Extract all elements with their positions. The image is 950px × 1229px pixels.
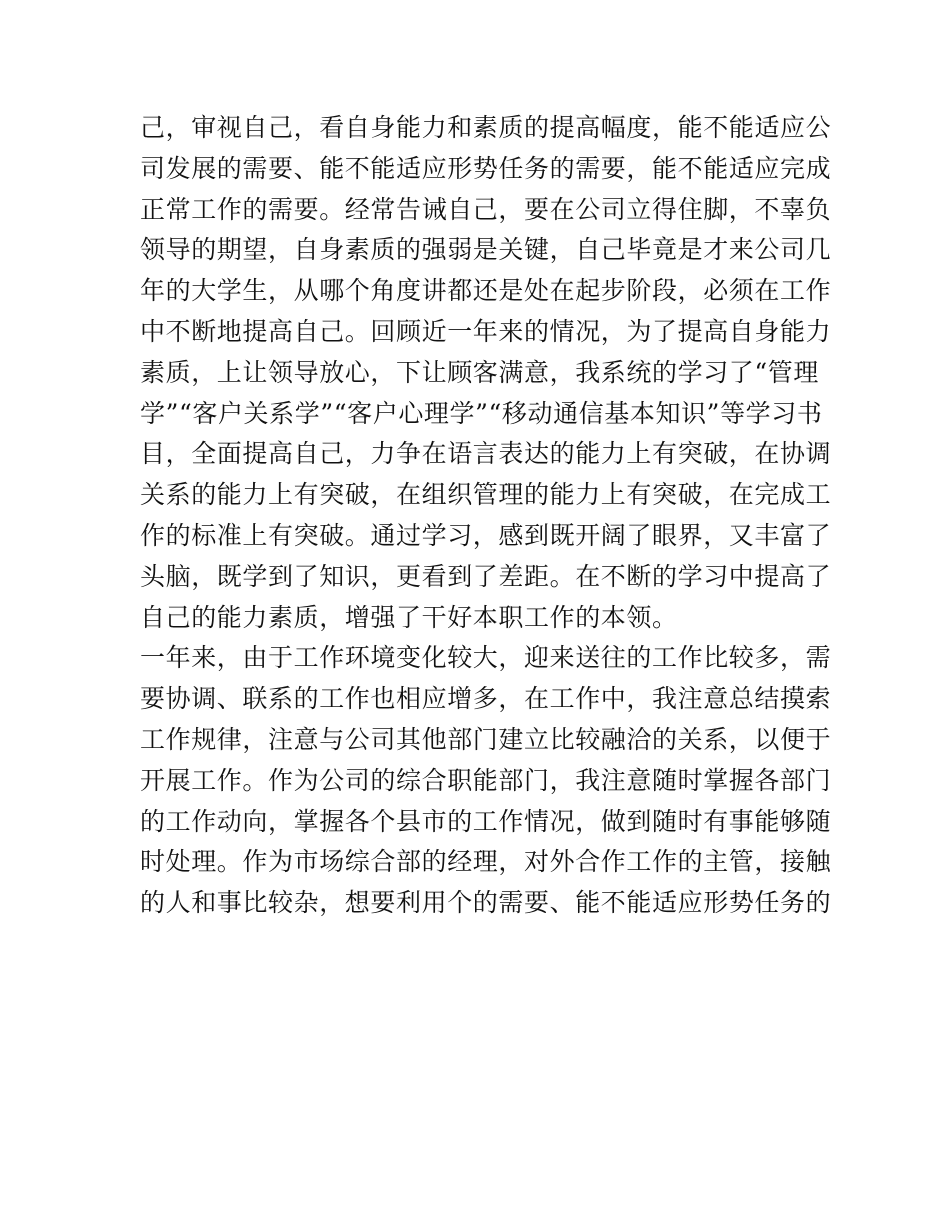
text-line: 目，全面提高自己，力争在语言表达的能力上有突破，在协调 (140, 439, 832, 469)
text-line: 时处理。作为市场综合部的经理，对外合作工作的主管，接触 (140, 847, 832, 877)
text-line: 一年来，由于工作环境变化较大，迎来送往的工作比较多，需 (140, 643, 832, 673)
text-line: 开展工作。作为公司的综合职能部门，我注意随时掌握各部门 (140, 765, 832, 795)
text-line: 工作规律，注意与公司其他部门建立比较融洽的关系，以便于 (140, 724, 832, 754)
text-line: 学”“客户关系学”“客户心理学”“移动通信基本知识”等学习书 (140, 398, 823, 428)
text-line: 关系的能力上有突破，在组织管理的能力上有突破，在完成工 (140, 480, 832, 510)
body-text (140, 108, 832, 924)
text-line: 司发展的需要、能不能适应形势任务的需要，能不能适应完成 (140, 153, 832, 183)
text-line: 中不断地提高自己。回顾近一年来的情况，为了提高自身能力 (140, 316, 832, 346)
text-line: 己，审视自己，看自身能力和素质的提高幅度，能不能适应公 (140, 113, 832, 142)
text-line: 素质，上让领导放心，下让顾客满意，我系统的学习了“管理 (140, 357, 819, 387)
text-line: 作的标准上有突破。通过学习，感到既开阔了眼界，又丰富了 (140, 520, 832, 550)
text-line: 领导的期望，自身素质的强弱是关键，自己毕竟是才来公司几 (140, 235, 832, 265)
text-line: 年的大学生，从哪个角度讲都还是处在起步阶段，必须在工作 (140, 276, 832, 306)
text-line: 正常工作的需要。经常告诫自己，要在公司立得住脚，不辜负 (140, 194, 832, 224)
text-line: 的工作动向，掌握各个县市的工作情况，做到随时有事能够随 (140, 806, 832, 836)
text-line: 的人和事比较杂，想要利用个的需要、能不能适应形势任务的 (140, 888, 832, 918)
text-line: 自己的能力素质，增强了干好本职工作的本领。 (140, 602, 678, 632)
text-line: 头脑，既学到了知识，更看到了差距。在不断的学习中提高了 (140, 561, 832, 591)
text-line: 要协调、联系的工作也相应增多，在工作中，我注意总结摸索 (140, 684, 832, 714)
